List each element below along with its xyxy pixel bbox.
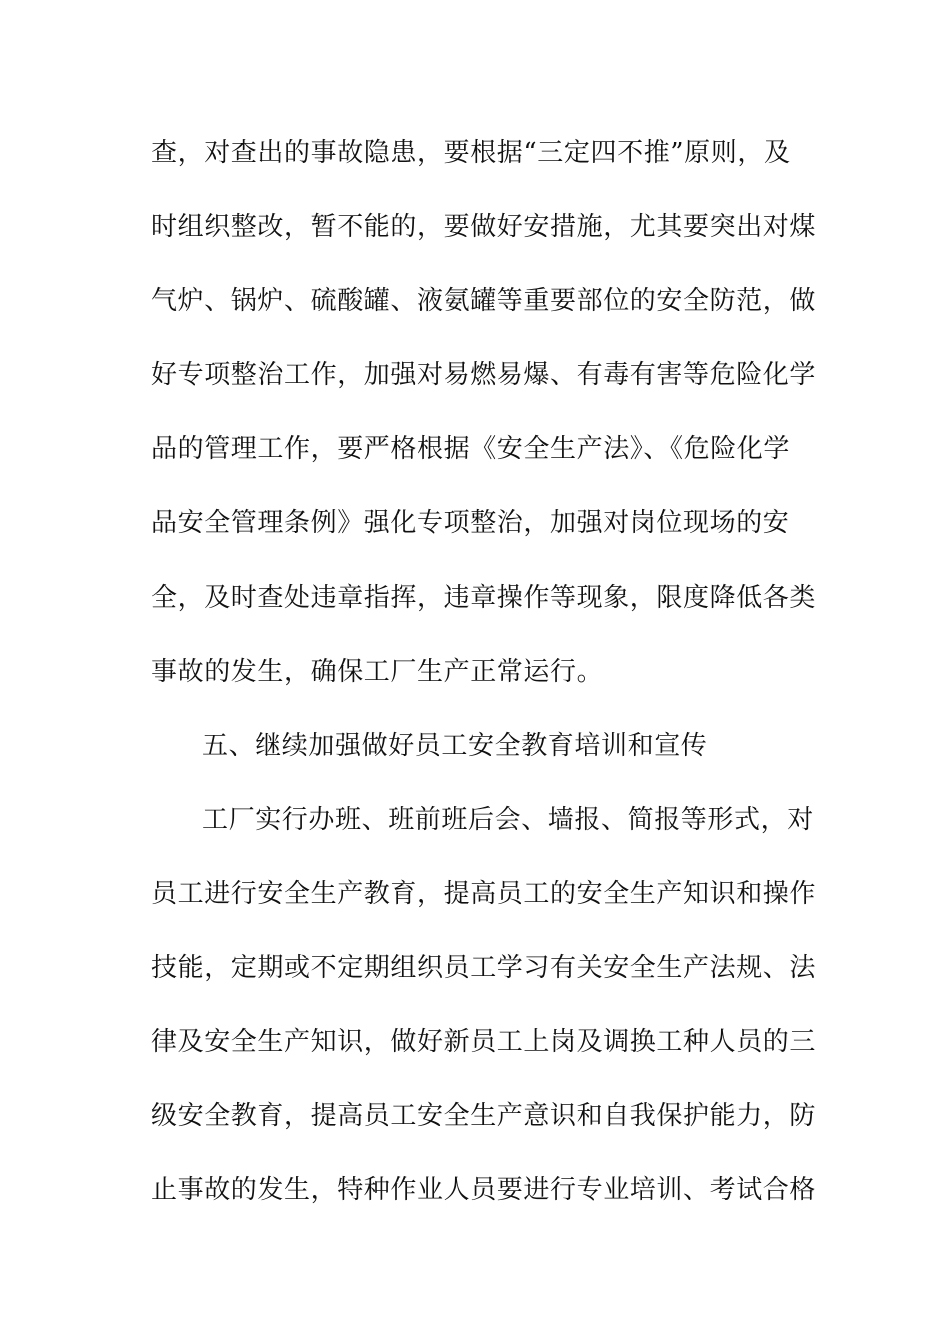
body-text-line: 品安全管理条例》强化专项整治，加强对岗位现场的安: [151, 508, 790, 538]
section-heading: 五、继续加强做好员工安全教育培训和宣传: [202, 731, 708, 761]
body-text-line: 气炉、锅炉、硫酸罐、液氨罐等重要部位的安全防范，做: [151, 286, 817, 316]
body-text-line: 级安全教育，提高员工安全生产意识和自我保护能力，防: [151, 1101, 817, 1131]
body-text-line: 查，对查出的事故隐患，要根据“三定四不推”原则，及: [151, 138, 791, 168]
body-text-line: 止事故的发生，特种作业人员要进行专业培训、考试合格: [151, 1175, 817, 1205]
body-text-line: 员工进行安全生产教育，提高员工的安全生产知识和操作: [151, 879, 817, 909]
body-text-line: 技能，定期或不定期组织员工学习有关安全生产法规、法: [151, 953, 817, 983]
body-text-line: 品的管理工作，要严格根据《安全生产法》、《危险化学: [151, 434, 791, 464]
body-text-line: 全，及时查处违章指挥，违章操作等现象，限度降低各类: [151, 583, 817, 613]
body-text-line: 事故的发生，确保工厂生产正常运行。: [151, 657, 604, 687]
body-text-line: 律及安全生产知识，做好新员工上岗及调换工种人员的三: [151, 1027, 817, 1057]
body-text-line: 好专项整治工作，加强对易燃易爆、有毒有害等危险化学: [151, 360, 817, 390]
paragraph-first-line: 工厂实行办班、班前班后会、墙报、简报等形式，对: [202, 805, 814, 835]
body-text-line: 时组织整改，暂不能的，要做好安措施，尤其要突出对煤: [151, 212, 817, 242]
